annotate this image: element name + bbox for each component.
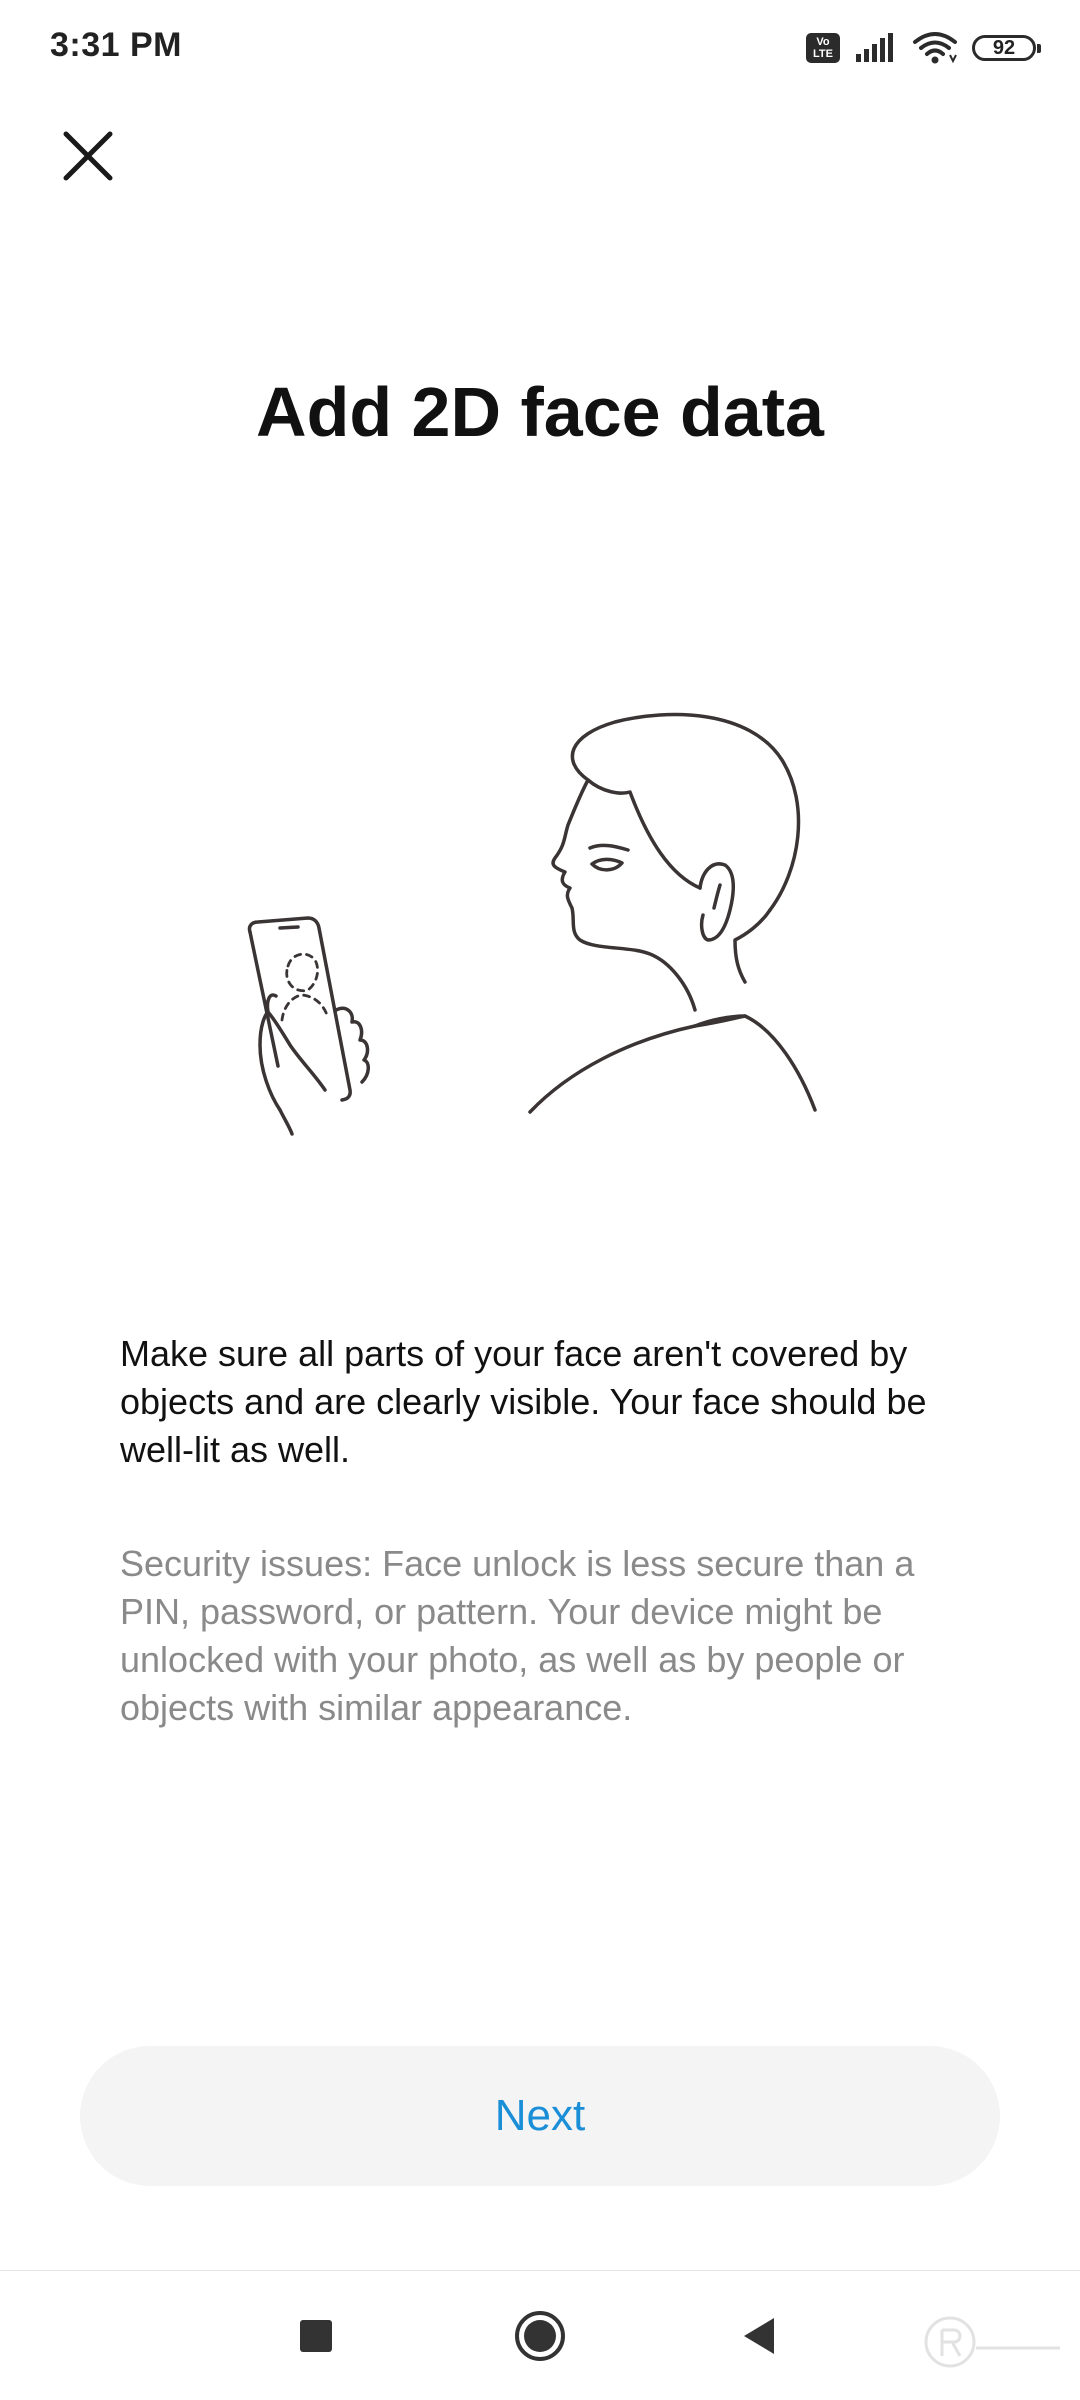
phone-face-body bbox=[282, 995, 328, 1020]
back-button[interactable] bbox=[715, 2291, 805, 2381]
recents-button[interactable] bbox=[271, 2291, 361, 2381]
nav-bar bbox=[0, 2271, 1080, 2400]
status-bar bbox=[0, 0, 1080, 96]
next-button[interactable]: Next bbox=[80, 2046, 1000, 2186]
eye bbox=[592, 859, 622, 870]
wrist bbox=[280, 1110, 292, 1134]
phone-face-head bbox=[287, 954, 318, 991]
battery-level: 92 bbox=[992, 36, 1016, 59]
close-icon bbox=[60, 128, 116, 184]
square-icon bbox=[296, 2316, 336, 2356]
face-profile bbox=[553, 780, 695, 1010]
signal-icon bbox=[854, 32, 898, 64]
phone-speaker bbox=[280, 927, 298, 928]
phone-left-edge bbox=[250, 932, 278, 1066]
face-scan-illustration bbox=[230, 700, 870, 1180]
status-icons bbox=[806, 28, 1036, 68]
volte-icon bbox=[806, 33, 840, 63]
home-button[interactable] bbox=[495, 2291, 585, 2381]
battery-icon bbox=[972, 35, 1036, 61]
status-time: 3:31 PM bbox=[50, 26, 182, 64]
wifi-icon bbox=[912, 31, 958, 65]
volte-bottom-label: LTE bbox=[813, 48, 833, 60]
triangle-back-icon bbox=[738, 2314, 782, 2358]
ear-inner bbox=[714, 885, 720, 908]
security-note: Security issues: Face unlock is less secure than a PIN, password, or pattern. Your device might be unlocked with your photo, as well as by people or objects with similar appearance. bbox=[120, 1543, 915, 1728]
watermark-logo bbox=[920, 2302, 1070, 2392]
page-title: Add 2D face data bbox=[256, 373, 824, 451]
close-button[interactable] bbox=[48, 116, 128, 196]
shoulder-line bbox=[530, 1016, 815, 1112]
circle-icon bbox=[512, 2308, 568, 2364]
instruction-text: Make sure all parts of your face aren't covered by objects and are clearly visible. Your face should be well-lit as well. bbox=[120, 1333, 927, 1470]
eyebrow bbox=[590, 845, 628, 850]
hair-fringe bbox=[588, 780, 700, 888]
volte-top-label: Vo bbox=[816, 36, 830, 48]
neck-back bbox=[735, 910, 770, 982]
hand-thumb bbox=[267, 995, 276, 1012]
